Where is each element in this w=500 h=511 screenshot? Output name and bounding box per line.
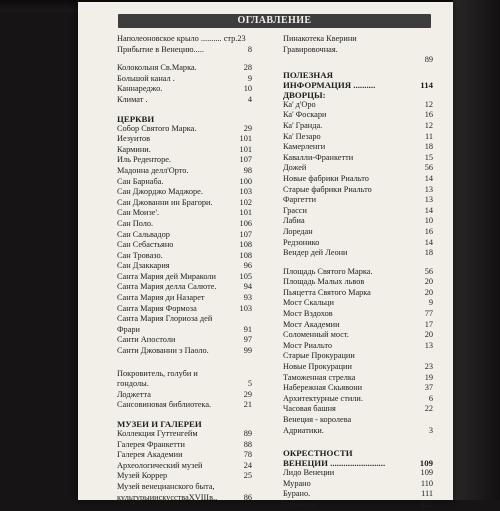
church-entry	[117, 272, 252, 283]
environs-number: 109	[419, 458, 433, 469]
entry-page-number: 14	[424, 205, 433, 215]
entry-page-number: 11	[425, 131, 433, 141]
entry-title: Соломенный мост.	[283, 330, 349, 340]
entry-title: Галерея Академии	[117, 450, 183, 460]
entry-page-number: 56	[424, 266, 433, 276]
entry-title: Галерея Франкетти	[117, 439, 185, 449]
palace-entry	[283, 216, 433, 227]
museum-entry	[117, 493, 252, 504]
left-group1-entry	[117, 45, 252, 56]
entry-page-number: 13	[424, 184, 433, 194]
entry-page-number: 102	[239, 197, 252, 207]
entry-title: Кавалли-Франкетти	[283, 152, 354, 162]
entry-page-number: 25	[243, 471, 252, 481]
entry-page-number: 96	[243, 261, 252, 271]
landmark-entry	[283, 330, 433, 341]
right-top-entry	[283, 34, 433, 45]
entry-title: Ка' Фоскари	[283, 110, 327, 120]
entry-page-number: 28	[243, 63, 252, 73]
entry-title: Мост Скальци	[283, 298, 334, 308]
palace-entry	[283, 153, 433, 164]
church-entry	[117, 155, 252, 166]
entry-title: Музей венецианского быта,	[117, 481, 215, 491]
entry-title: Таможенная стрелка	[283, 372, 356, 382]
church-entry	[117, 219, 252, 230]
entry-page-number: 13	[424, 340, 433, 350]
entry-title: Адриатики.	[283, 425, 324, 435]
church-entry	[117, 134, 252, 145]
church-entry	[117, 282, 252, 293]
left-group3-entry	[117, 369, 252, 380]
entry-title: Сан Джованни ин Брагори.	[117, 197, 213, 207]
entry-page-number: 37	[424, 383, 433, 393]
landmark-entry	[283, 351, 433, 362]
entry-title: Ка' д'Оро	[283, 99, 316, 109]
useful-title-row	[283, 80, 433, 90]
entry-title: Площадь Малых львов	[283, 277, 365, 287]
church-entry	[117, 240, 252, 251]
entry-title: Лоджетта	[117, 389, 151, 399]
environs-entry	[283, 468, 433, 479]
entry-title: Редзонико	[283, 237, 320, 247]
entry-title: Санта Мария Формоза	[117, 303, 197, 313]
church-entry	[117, 346, 252, 357]
left-group3-entry	[117, 400, 252, 411]
entry-page-number: 98	[243, 165, 252, 175]
entry-page-number: 103	[239, 303, 252, 313]
environs-title-row	[283, 458, 433, 468]
landmark-entry	[283, 320, 433, 331]
entry-page-number: 13	[424, 195, 433, 205]
entry-title: гондолы.	[117, 379, 149, 389]
left-group2-entry	[117, 95, 252, 106]
entry-title: Новые Прокурации	[283, 362, 352, 372]
entry-page-number: 105	[239, 271, 252, 281]
entry-title: Пинакотека Кверини	[283, 34, 357, 43]
entry-title: Сансовиновая библиотека.	[117, 400, 212, 410]
entry-page-number: 91	[243, 324, 252, 334]
entry-page-number: 9	[247, 73, 252, 83]
entry-page-number: 5	[247, 379, 252, 389]
entry-title: Большой канал .	[117, 73, 175, 83]
landmark-entry	[283, 415, 433, 426]
entry-title: Санта Мария дей Мираколи	[117, 271, 216, 281]
entry-page-number: 8	[247, 44, 252, 54]
entry-title: Санта Мария Глориоза дей	[117, 314, 213, 324]
entry-page-number: 12	[424, 99, 433, 109]
entry-page-number: 93	[243, 293, 252, 303]
entry-title: Старые фабрики Риальто	[283, 184, 372, 194]
church-entry	[117, 314, 252, 325]
entry-page-number: 20	[424, 330, 433, 340]
entry-title: Санти Апостоли	[117, 335, 176, 345]
entry-title: Мост Академии	[283, 319, 340, 329]
entry-title: Сан Дзаккария	[117, 261, 170, 271]
entry-page-number: 97	[243, 335, 252, 345]
church-entry	[117, 261, 252, 272]
church-entry	[117, 198, 252, 209]
entry-page-number: 10	[424, 216, 433, 226]
palace-entry	[283, 185, 433, 196]
entry-title: Санта Мария ди Назарет	[117, 293, 205, 303]
entry-page-number: 107	[239, 229, 252, 239]
entry-page-number: 94	[243, 282, 252, 292]
entry-title: Лабиа	[283, 216, 305, 226]
landmark-entry	[283, 362, 433, 373]
entry-page-number: 106	[239, 218, 252, 228]
entry-page-number: 18	[424, 248, 433, 258]
entry-page-number: 109	[420, 468, 433, 478]
toc-header	[118, 14, 431, 28]
landmark-entry	[283, 341, 433, 352]
entry-page-number: 108	[239, 240, 252, 250]
entry-title: Иль Реденторе.	[117, 155, 171, 165]
entry-title: Лоредан	[283, 226, 313, 236]
entry-title: Дожей	[283, 163, 307, 173]
landmark-entry	[283, 373, 433, 384]
useful-title-2: ИНФОРМАЦИЯ ..........	[283, 79, 376, 90]
left-group3-entry	[117, 390, 252, 401]
entry-title: Фаргетти	[283, 195, 317, 205]
landmark-entry	[283, 394, 433, 405]
entry-page-number: 103	[239, 187, 252, 197]
palace-entry	[283, 227, 433, 238]
right-top-entry	[283, 45, 433, 56]
right-column	[283, 34, 433, 511]
toc-title: ОГЛАВЛЕНИЕ	[237, 15, 312, 26]
entry-page-number: 16	[424, 226, 433, 236]
entry-page-number: 20	[424, 287, 433, 297]
church-entry	[117, 293, 252, 304]
landmark-entry	[283, 267, 433, 278]
landmark-entry	[283, 288, 433, 299]
background-right-edge	[453, 0, 500, 500]
entry-title: Музей Коррер	[117, 471, 168, 481]
entry-title: Сан Себастьяно	[117, 240, 174, 250]
left-group2-entry	[117, 63, 252, 74]
museum-entry	[117, 450, 252, 461]
entry-page-number: 14	[424, 237, 433, 247]
museum-entry	[117, 482, 252, 493]
left-column	[117, 34, 252, 503]
entry-page-number: 18	[424, 142, 433, 152]
church-entry	[117, 325, 252, 336]
palace-entry	[283, 248, 433, 259]
entry-title: Каннареджо.	[117, 84, 163, 94]
entry-page-number: 14	[424, 173, 433, 183]
church-entry	[117, 304, 252, 315]
entry-page-number: 112	[420, 499, 433, 509]
environs-entry	[283, 500, 433, 511]
environs-entry	[283, 479, 433, 490]
entry-page-number: 88	[243, 439, 252, 449]
landmark-entry	[283, 383, 433, 394]
entry-page-number: 99	[243, 346, 252, 356]
entry-title: Ка' Пезаро	[283, 131, 321, 141]
churches-title: ЦЕРКВИ	[117, 113, 155, 124]
entry-title: Пьяцетта Святого Марка	[283, 287, 371, 297]
church-entry	[117, 124, 252, 135]
entry-title: Новые фабрики Риальто	[283, 173, 369, 183]
useful-number: 114	[420, 79, 433, 90]
entry-title: Сан Барнаба.	[117, 176, 164, 186]
entry-page-number: 89	[243, 429, 252, 438]
entry-page-number: 108	[239, 250, 252, 260]
entry-page-number: 24	[243, 460, 252, 470]
church-entry	[117, 145, 252, 156]
entry-page-number: 101	[239, 208, 252, 218]
church-entry	[117, 177, 252, 188]
entry-title: Археологический музей	[117, 460, 203, 470]
entry-page-number: 17	[424, 319, 433, 329]
church-entry	[117, 208, 252, 219]
entry-page-number: 110	[420, 478, 433, 488]
entry-page-number: 4	[247, 94, 252, 104]
left-group1-entry	[117, 34, 252, 45]
entry-title: Старые Прокурации	[283, 351, 355, 361]
entry-page-number: 9	[428, 298, 433, 308]
entry-title: Архитектурные стили.	[283, 393, 363, 403]
palace-entry	[283, 110, 433, 121]
museums-title: МУЗЕИ И ГАЛЕРЕИ	[117, 419, 202, 429]
entry-page-number: 107	[239, 155, 252, 165]
church-entry	[117, 230, 252, 241]
entry-title: Площадь Святого Марка.	[283, 266, 373, 276]
environs-title-2: ВЕНЕЦИИ .........................	[283, 458, 386, 469]
entry-title: Прибытие в Венецию.....	[117, 44, 204, 54]
museum-entry	[117, 429, 252, 440]
entry-title: Бурано.	[283, 489, 311, 499]
entry-title: Гравировочная.	[283, 44, 338, 54]
entry-title: Фрари	[117, 324, 140, 334]
entry-page-number: 101	[239, 134, 252, 144]
church-entry	[117, 166, 252, 177]
museum-entry	[117, 471, 252, 482]
entry-title: Сан Моизе'.	[117, 208, 160, 218]
entry-title: Сан Поло.	[117, 218, 154, 228]
entry-title: Венеция - королева	[283, 415, 352, 424]
landmark-entry	[283, 298, 433, 309]
palace-entry	[283, 142, 433, 153]
entry-title: Сан Джорджо Маджоре.	[117, 187, 203, 197]
landmark-entry	[283, 426, 433, 437]
entry-page-number: 29	[243, 389, 252, 399]
entry-title: культурыиискусстваXVIIIв..	[117, 492, 218, 502]
entry-title: Климат .	[117, 94, 148, 104]
entry-title: Лидо Венеции	[283, 468, 335, 478]
entry-title: Мост Вздохов	[283, 309, 333, 319]
entry-page-number: 3	[428, 425, 433, 435]
palace-entry	[283, 174, 433, 185]
entry-title: Грасси	[283, 205, 307, 215]
entry-page-number: 56	[424, 163, 433, 173]
palace-entry	[283, 238, 433, 249]
entry-title: Часовая башня	[283, 404, 336, 414]
entry-title: Набережная Скьявони	[283, 383, 363, 393]
entry-page-number: 100	[239, 176, 252, 186]
environs-entry	[283, 489, 433, 500]
entry-title: Кармини.	[117, 144, 151, 154]
entry-page-number: 16	[424, 110, 433, 120]
entry-page-number: 21	[243, 400, 252, 410]
entry-title: Ка' Гранда.	[283, 120, 323, 130]
entry-title: Иезуитов	[117, 134, 151, 144]
entry-page-number: 23	[424, 362, 433, 372]
entry-title: Сан Сальвадор	[117, 229, 170, 239]
entry-page-number: 101	[239, 144, 252, 154]
entry-title: Камерленги	[283, 142, 326, 152]
entry-page-number: 19	[424, 372, 433, 382]
landmark-entry	[283, 277, 433, 288]
book-page	[78, 2, 453, 509]
entry-title: Мурано	[283, 478, 311, 488]
entry-page-number: 12	[424, 120, 433, 130]
left-group2-entry	[117, 84, 252, 95]
entry-title: Собор Святого Марка.	[117, 123, 197, 133]
entry-title: Мост Риальто	[283, 340, 332, 350]
entry-title: Мадонна делл'Орто.	[117, 165, 189, 175]
palace-entry	[283, 121, 433, 132]
entry-title: Вендер дей Леони	[283, 248, 348, 258]
left-group2-entry	[117, 74, 252, 85]
entry-title: Покровитель, голуби и	[117, 368, 198, 378]
entry-title: Санти Джованни э Паоло.	[117, 346, 209, 356]
entry-page-number: 15	[424, 152, 433, 162]
palace-entry	[283, 100, 433, 111]
museum-entry	[117, 440, 252, 451]
entry-page-number: 89	[424, 55, 433, 65]
landmark-entry	[283, 404, 433, 415]
entry-title: Колокольня Св.Марка.	[117, 63, 197, 73]
entry-title: Торчелло	[283, 499, 316, 509]
palace-entry	[283, 195, 433, 206]
entry-page-number: 111	[421, 489, 433, 499]
environs-title-1: ОКРЕСТНОСТИ	[283, 448, 353, 459]
church-entry	[117, 335, 252, 346]
entry-page-number: 78	[243, 450, 252, 460]
palace-entry	[283, 206, 433, 217]
entry-title: Коллекция Гуттенгейм	[117, 429, 198, 438]
entry-page-number: 86	[243, 492, 252, 502]
palaces-title: ДВОРЦЫ:	[283, 89, 326, 100]
museum-entry	[117, 461, 252, 472]
landmark-entry	[283, 309, 433, 320]
entry-page-number: 10	[243, 84, 252, 94]
entry-title: Наполеоновское крыло .......... стр.23	[117, 34, 246, 43]
palace-entry	[283, 163, 433, 174]
entry-page-number: 22	[424, 404, 433, 414]
entry-page-number: 29	[243, 123, 252, 133]
entry-title: Санта Мария делла Салюте.	[117, 282, 217, 292]
useful-title-1: ПОЛЕЗНАЯ	[283, 69, 333, 80]
church-entry	[117, 187, 252, 198]
entry-page-number: 6	[428, 393, 433, 403]
church-entry	[117, 251, 252, 262]
entry-page-number: 20	[424, 277, 433, 287]
palace-entry	[283, 132, 433, 143]
entry-page-number: 77	[424, 309, 433, 319]
left-group3-entry	[117, 379, 252, 390]
entry-title: Сан Тровазо.	[117, 250, 163, 260]
right-top-entry	[283, 55, 433, 66]
